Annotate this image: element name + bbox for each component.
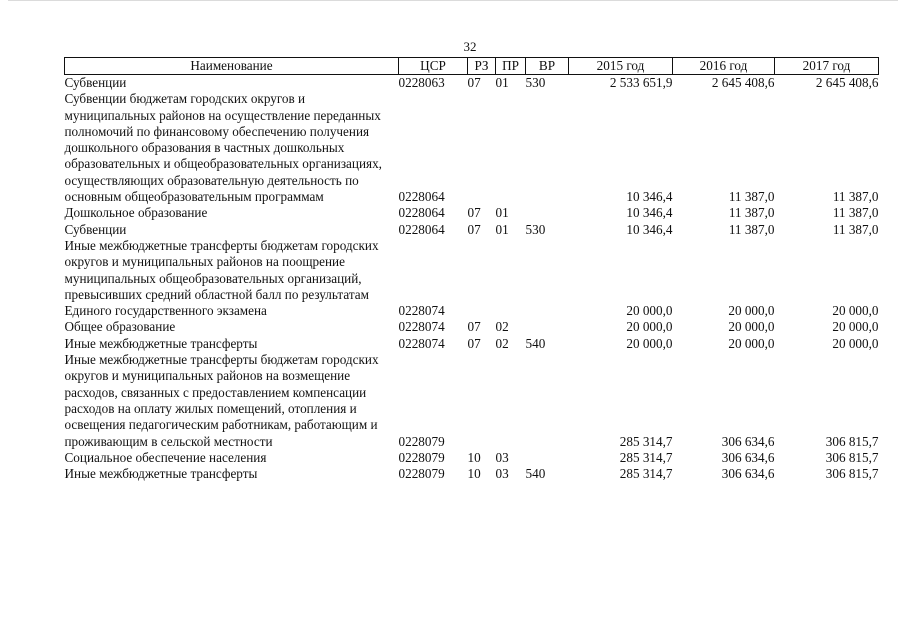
row-2017: 306 815,7 — [825, 449, 879, 465]
row-csr: 0228079 — [398, 449, 445, 465]
row-2016: 11 387,0 — [728, 189, 775, 205]
row-vr — [526, 205, 569, 221]
row-name: Иные межбюджетные трансферты бюджетам городских округов и муниципальных районов на возмещение расходов, связанных с предоставлением компенсации расходов на оплату жилых помещений, отопления и освещения педагогическим работникам, работающим и проживающим в сельской местности — [64, 352, 379, 449]
row-2016: 306 634,6 — [721, 433, 775, 449]
table-row — [65, 319, 879, 335]
row-csr: 0228064 — [398, 205, 445, 221]
row-2015: 20 000,0 — [626, 335, 673, 351]
row-2015: 10 346,4 — [626, 205, 673, 221]
page-number: 32 — [463, 39, 477, 54]
header-2017: 2017 год — [775, 58, 879, 75]
table-row — [65, 466, 879, 482]
row-2017: 20 000,0 — [832, 319, 879, 335]
table-row — [65, 205, 879, 221]
row-2015: 285 314,7 — [619, 449, 673, 465]
row-2015: 20 000,0 — [626, 303, 673, 319]
row-csr: 0228074 — [398, 319, 445, 335]
header-vr: ВР — [526, 58, 569, 75]
row-rz — [468, 352, 496, 450]
row-pr — [496, 91, 526, 205]
row-csr: 0228074 — [398, 303, 445, 319]
row-rz: 10 — [467, 466, 481, 482]
table-row — [65, 75, 879, 92]
row-vr: 530 — [525, 75, 546, 90]
row-vr: 540 — [525, 466, 546, 482]
row-2016: 306 634,6 — [721, 466, 775, 482]
table-header — [65, 58, 879, 75]
row-vr: 540 — [525, 335, 546, 351]
row-rz: 10 — [467, 449, 481, 465]
row-2016: 11 387,0 — [728, 221, 775, 237]
row-name: Субвенции — [64, 75, 127, 90]
row-name: Иные межбюджетные трансферты — [64, 466, 258, 482]
row-name: Социальное обеспечение населения — [64, 449, 267, 465]
row-2015: 10 346,4 — [626, 221, 673, 237]
table-row — [65, 450, 879, 466]
row-csr: 0228079 — [398, 433, 445, 449]
row-2016: 20 000,0 — [728, 335, 775, 351]
row-name: Субвенции бюджетам городских округов и муниципальных районов на осуществление переданных полномочий по финансовому обеспечению получения дошкольного образования в частных дошкольных образовательных и общеобразовательных организациях, осуществляющих образовательную деятельность по основным общеобразовательным программам — [64, 91, 382, 205]
row-vr: 530 — [525, 221, 546, 237]
table-row — [65, 238, 879, 319]
row-2017: 11 387,0 — [832, 205, 879, 221]
row-rz: 07 — [467, 205, 481, 221]
row-rz: 07 — [467, 319, 481, 335]
row-2017: 11 387,0 — [832, 189, 879, 205]
header-csr: ЦСР — [399, 58, 468, 75]
header-2016: 2016 год — [673, 58, 775, 75]
row-2016: 11 387,0 — [728, 205, 775, 221]
header-rz: РЗ — [468, 58, 496, 75]
row-csr: 0228064 — [398, 189, 445, 205]
row-vr — [526, 319, 569, 335]
table-row — [65, 352, 879, 450]
row-csr: 0228064 — [398, 221, 445, 237]
budget-table — [64, 57, 879, 482]
row-pr: 03 — [495, 449, 509, 465]
row-pr: 01 — [495, 75, 509, 90]
row-2015: 285 314,7 — [619, 433, 673, 449]
row-rz — [468, 238, 496, 319]
row-2017: 20 000,0 — [832, 335, 879, 351]
row-2016: 2 645 408,6 — [711, 75, 775, 90]
row-name: Дошкольное образование — [64, 205, 208, 221]
row-pr: 02 — [495, 319, 509, 335]
row-rz: 07 — [467, 221, 481, 237]
row-2015: 285 314,7 — [619, 466, 673, 482]
row-2016: 20 000,0 — [728, 319, 775, 335]
row-2017: 20 000,0 — [832, 303, 879, 319]
row-name: Иные межбюджетные трансферты бюджетам городских округов и муниципальных районов на поощрение муниципальных общеобразовательных организаций, превысивших средний областной балл по результатам Единого государственного экзамена — [64, 237, 379, 319]
row-2016: 306 634,6 — [721, 449, 775, 465]
row-rz: 07 — [467, 75, 481, 90]
header-pr: ПР — [496, 58, 526, 75]
header-row — [65, 58, 879, 75]
table-row — [65, 336, 879, 352]
row-2017: 306 815,7 — [825, 433, 879, 449]
row-vr — [526, 91, 569, 205]
header-2015: 2015 год — [569, 58, 673, 75]
row-2015: 2 533 651,9 — [609, 75, 673, 90]
row-csr: 0228079 — [398, 466, 445, 482]
row-pr: 02 — [495, 335, 509, 351]
row-name: Иные межбюджетные трансферты — [64, 335, 258, 351]
table-row — [65, 222, 879, 238]
row-pr — [496, 238, 526, 319]
row-name: Субвенции — [64, 221, 127, 237]
row-name: Общее образование — [64, 319, 176, 335]
scan-top-edge — [8, 0, 898, 1]
row-2017: 2 645 408,6 — [815, 75, 879, 90]
row-pr: 01 — [495, 221, 509, 237]
row-csr: 0228074 — [398, 335, 445, 351]
row-rz: 07 — [467, 335, 481, 351]
row-pr — [496, 352, 526, 450]
row-2017: 306 815,7 — [825, 466, 879, 482]
row-2015: 10 346,4 — [626, 189, 673, 205]
table-row — [65, 91, 879, 205]
row-2015: 20 000,0 — [626, 319, 673, 335]
row-csr: 0228063 — [398, 75, 445, 90]
row-pr: 03 — [495, 466, 509, 482]
row-pr: 01 — [495, 205, 509, 221]
table-body — [65, 75, 879, 483]
row-2017: 11 387,0 — [832, 221, 879, 237]
row-vr — [526, 352, 569, 450]
row-rz — [468, 91, 496, 205]
header-name: Наименование — [65, 58, 399, 75]
row-vr — [526, 238, 569, 319]
row-2016: 20 000,0 — [728, 303, 775, 319]
row-vr — [526, 450, 569, 466]
